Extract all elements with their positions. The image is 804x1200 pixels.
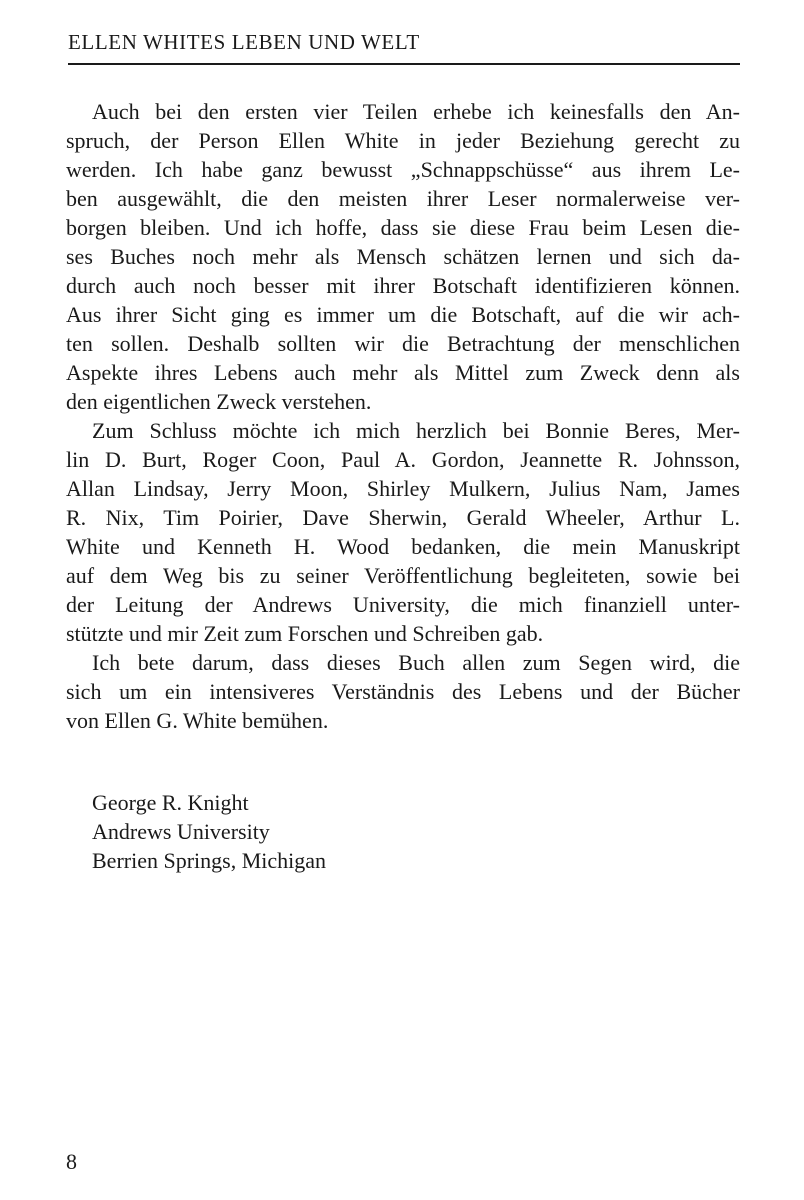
text-line: R. Nix, Tim Poirier, Dave Sherwin, Gerald Wheeler, Arthur L. (66, 505, 740, 530)
text-line: ben ausgewählt, die den meisten ihrer Leser normalerweise ver- (66, 186, 740, 211)
text-line: Allan Lindsay, Jerry Moon, Shirley Mulkern, Julius Nam, James (66, 476, 740, 501)
text-line: durch auch noch besser mit ihrer Botschaft identifizieren können. (66, 273, 740, 298)
text-line: Aspekte ihres Lebens auch mehr als Mittel zum Zweck denn als (66, 360, 740, 385)
text-line: sich um ein intensiveres Verständnis des Lebens und der Bücher (66, 679, 740, 704)
text-line: Ich bete darum, dass dieses Buch allen zum Segen wird, die (92, 650, 740, 675)
running-head-title: ELLEN WHITES LEBEN UND WELT (68, 30, 420, 54)
body-text (66, 97, 740, 735)
text-line: borgen bleiben. Und ich hoffe, dass sie diese Frau beim Lesen die- (66, 215, 740, 240)
text-line: Aus ihrer Sicht ging es immer um die Botschaft, auf die wir ach- (66, 302, 740, 327)
text-line: ten sollen. Deshalb sollten wir die Betrachtung der menschlichen (66, 331, 740, 356)
author-name: George R. Knight (92, 790, 249, 815)
text-line: Auch bei den ersten vier Teilen erhebe ich keinesfalls den An- (92, 99, 740, 124)
text-line: ses Buches noch mehr als Mensch schätzen lernen und sich da- (66, 244, 740, 269)
text-line: lin D. Burt, Roger Coon, Paul A. Gordon, Jeannette R. Johnsson, (66, 447, 740, 472)
signature-block (92, 788, 326, 875)
header-rule (68, 63, 740, 65)
text-line: auf dem Weg bis zu seiner Veröffentlichung begleiteten, sowie bei (66, 563, 740, 588)
text-line: White und Kenneth H. Wood bedanken, die mein Manuskript (66, 534, 740, 559)
text-line: von Ellen G. White bemühen. (66, 708, 329, 733)
page-number: 8 (66, 1149, 77, 1174)
text-line: werden. Ich habe ganz bewusst „Schnappschüsse“ aus ihrem Le- (66, 157, 740, 182)
text-line: stützte und mir Zeit zum Forschen und Schreiben gab. (66, 621, 544, 646)
text-line: den eigentlichen Zweck verstehen. (66, 389, 372, 414)
author-institution: Andrews University (92, 819, 270, 844)
paragraph-3 (66, 648, 740, 735)
paragraph-2 (66, 416, 740, 648)
paragraph-1 (66, 97, 740, 416)
text-line: spruch, der Person Ellen White in jeder Beziehung gerecht zu (66, 128, 740, 153)
text-line: der Leitung der Andrews University, die mich finanziell unter- (66, 592, 740, 617)
author-location: Berrien Springs, Michigan (92, 848, 327, 873)
text-line: Zum Schluss möchte ich mich herzlich bei Bonnie Beres, Mer- (92, 418, 740, 443)
